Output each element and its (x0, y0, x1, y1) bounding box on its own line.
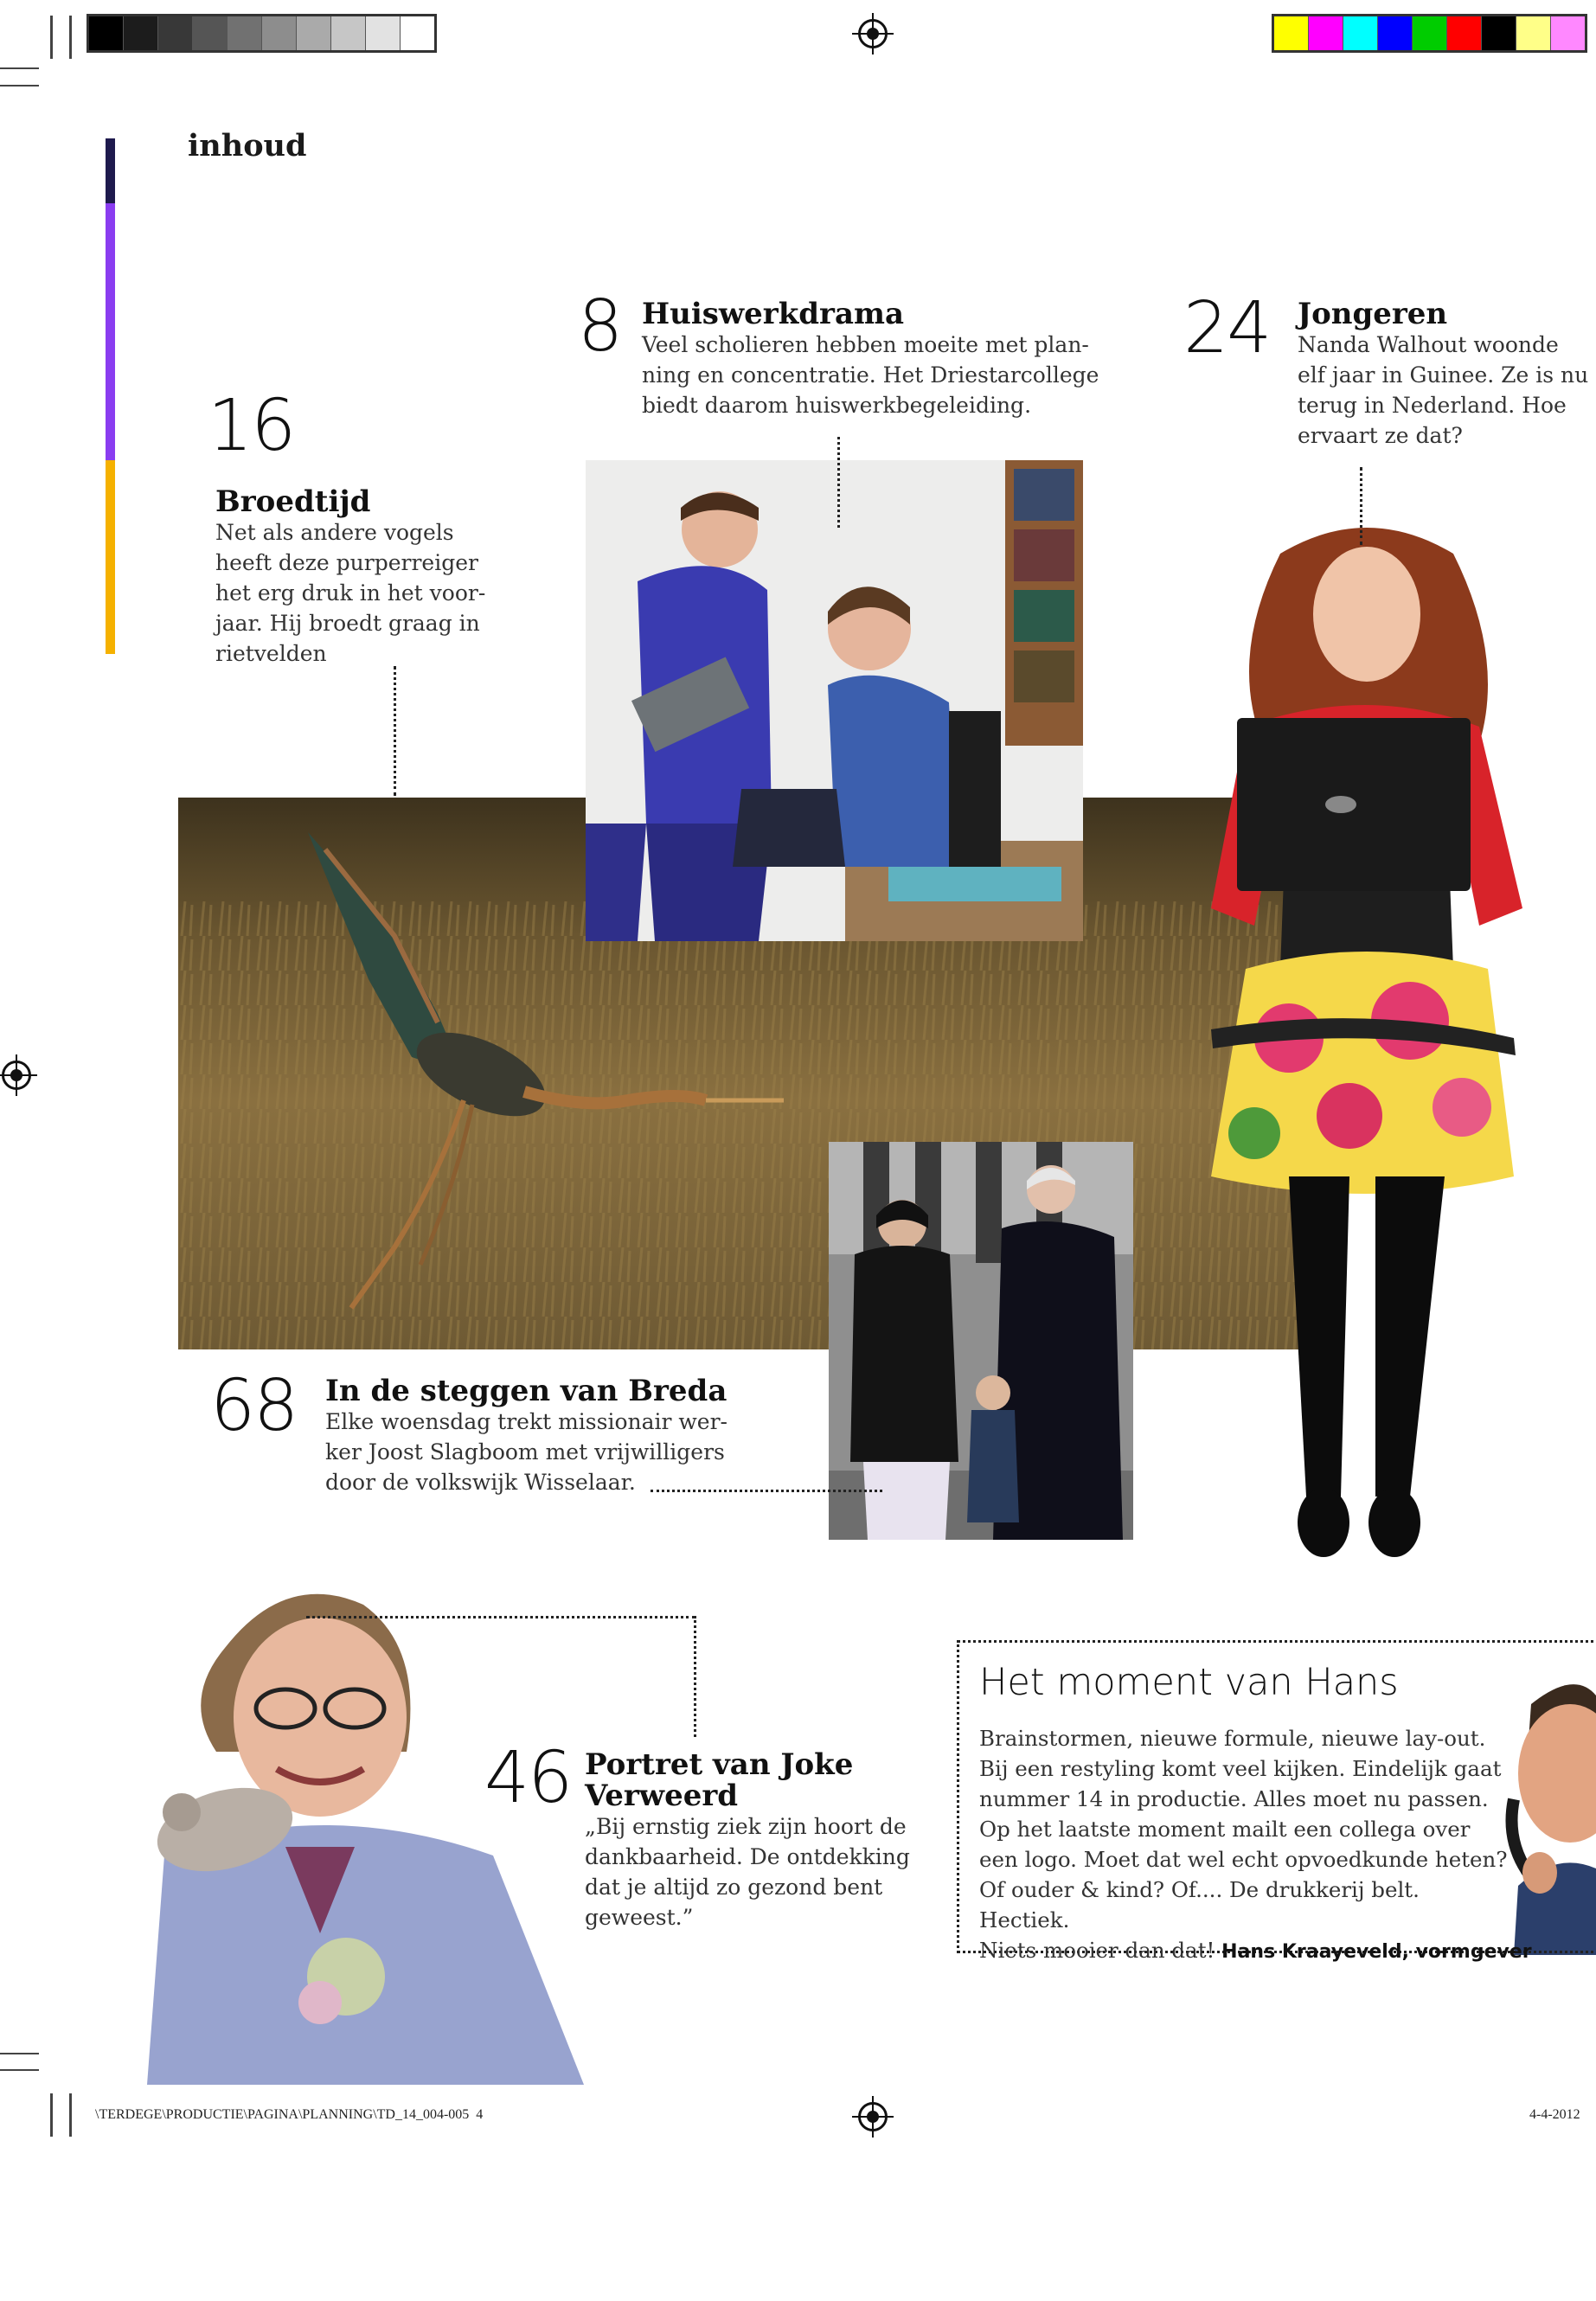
text-line: Net als andere vogels (215, 520, 454, 545)
calibration-swatch (1482, 16, 1516, 50)
text-line: rietvelden (215, 641, 327, 666)
text-line: een logo. Moet dat wel echt opvoedkunde heten? (979, 1847, 1508, 1872)
calibration-swatch (1551, 16, 1585, 50)
article-teaser (642, 330, 1126, 420)
text-line: elf jaar in Guinee. Ze is nu (1298, 362, 1589, 388)
calibration-swatch (1516, 16, 1551, 50)
author-signature: Hans Kraayeveld, vormgever (1221, 1941, 1532, 1963)
article-title: Broedtijd (215, 484, 371, 519)
calibration-swatch (89, 16, 124, 50)
crop-mark (69, 2093, 72, 2137)
calibration-swatch (1343, 16, 1378, 50)
column-title: Het moment van Hans (979, 1661, 1399, 1704)
article-title: In de steggen van Breda (325, 1374, 727, 1408)
calibration-swatch (1447, 16, 1482, 50)
text-line (979, 1935, 1532, 1967)
article-huiswerkdrama[interactable] (642, 298, 1126, 420)
text-line: ker Joost Slagboom met vrijwilligers (325, 1439, 725, 1465)
calibration-swatch (1309, 16, 1343, 50)
accent-bar-orange (106, 460, 115, 654)
crop-mark (69, 16, 72, 59)
connector-line (1360, 467, 1362, 545)
print-date: 4-4-2012 (1529, 2107, 1580, 2122)
text-line: Elke woensdag trekt missionair wer- (325, 1409, 728, 1434)
column-het-moment (979, 1661, 1532, 1967)
connector-line (306, 1616, 695, 1618)
connector-line (837, 437, 840, 528)
article-teaser (215, 517, 501, 669)
page-number: 68 (210, 1365, 298, 1447)
text-line: Op het laatste moment mailt een collega over (979, 1817, 1471, 1842)
page-number: 16 (208, 385, 295, 467)
page-number: 24 (1183, 287, 1271, 369)
text-line: dankbaarheid. De ontdekking (585, 1844, 910, 1869)
page-number: 8 (578, 285, 622, 368)
accent-bar-navy (106, 138, 115, 203)
article-teaser (585, 1811, 931, 1932)
article-teaser (325, 1407, 749, 1497)
article-title: Jongeren (1298, 297, 1448, 331)
article-broedtijd[interactable] (215, 486, 501, 669)
text-line: Brainstormen, nieuwe formule, nieuwe lay-out. (979, 1726, 1486, 1751)
huiswerk-boys-photo (586, 460, 1083, 941)
calibration-swatch (331, 16, 366, 50)
calibration-swatch (1378, 16, 1413, 50)
calibration-swatch (366, 16, 401, 50)
text-fragment: Niets mooier dan dat! (979, 1938, 1222, 1963)
section-title: inhoud (188, 128, 307, 163)
text-line: Of ouder & kind? Of.... De drukkerij belt. Hectiek. (979, 1877, 1420, 1932)
text-line: Nanda Walhout woonde (1298, 332, 1559, 357)
text-line: het erg druk in het voor- (215, 580, 486, 606)
calibration-swatch (124, 16, 158, 50)
registration-mark-icon (858, 19, 888, 48)
article-title: Huiswerkdrama (642, 297, 904, 331)
title-line: Portret van Joke (585, 1747, 854, 1782)
connector-line (394, 666, 396, 796)
text-line: nummer 14 in productie. Alles moet nu passen. (979, 1786, 1489, 1811)
article-jongeren[interactable] (1298, 298, 1596, 451)
connector-line (694, 1616, 696, 1737)
crop-mark (0, 67, 39, 69)
column-text (979, 1723, 1532, 1967)
text-line: ning en concentratie. Het Driestarcollege (642, 362, 1099, 388)
page-number: 46 (484, 1737, 572, 1819)
text-line: terug in Nederland. Hoe (1298, 393, 1567, 418)
registration-mark-icon (2, 1061, 31, 1090)
text-line: heeft deze purperreiger (215, 550, 478, 575)
calibration-swatch (262, 16, 297, 50)
text-line: dat je altijd zo gezond bent (585, 1875, 883, 1900)
breda-street-photo (829, 1142, 1133, 1540)
registration-mark-icon (858, 2102, 888, 2131)
article-portret[interactable] (585, 1749, 931, 1932)
calibration-swatch (1413, 16, 1447, 50)
article-title (585, 1749, 931, 1811)
text-line: „Bij ernstig ziek zijn hoort de (585, 1814, 907, 1839)
crop-mark (50, 16, 53, 59)
text-line: Veel scholieren hebben moeite met plan- (642, 332, 1089, 357)
text-line: door de volkswijk Wisselaar. (325, 1470, 636, 1495)
crop-mark (0, 2069, 39, 2071)
calibration-swatch (193, 16, 228, 50)
calibration-swatch (297, 16, 331, 50)
crop-mark (0, 2053, 39, 2054)
crop-mark (50, 2093, 53, 2137)
text-line: biedt daarom huiswerkbegeleiding. (642, 393, 1032, 418)
article-teaser (1298, 330, 1596, 451)
calibration-swatch (228, 16, 262, 50)
text-line: jaar. Hij broedt graag in (215, 611, 480, 636)
calibration-swatch (1274, 16, 1309, 50)
calibration-swatch (401, 16, 434, 50)
grayscale-calibration-bar (87, 14, 437, 53)
text-line: Bij een restyling komt veel kijken. Eindelijk gaat (979, 1756, 1502, 1781)
nanda-walhout-photo (1194, 519, 1540, 1583)
calibration-swatch (158, 16, 193, 50)
accent-bar-purple (106, 203, 115, 460)
crop-mark (0, 85, 39, 87)
joke-verweerd-photo (147, 1570, 584, 2085)
color-calibration-bar (1272, 14, 1587, 53)
text-line: ervaart ze dat? (1298, 423, 1463, 448)
text-line: geweest.” (585, 1905, 694, 1930)
article-steggen[interactable] (325, 1375, 749, 1497)
title-line: Verweerd (585, 1779, 739, 1813)
file-path-slug: \TERDEGE\PRODUCTIE\PAGINA\PLANNING\TD_14_004-005 4 (95, 2107, 484, 2122)
